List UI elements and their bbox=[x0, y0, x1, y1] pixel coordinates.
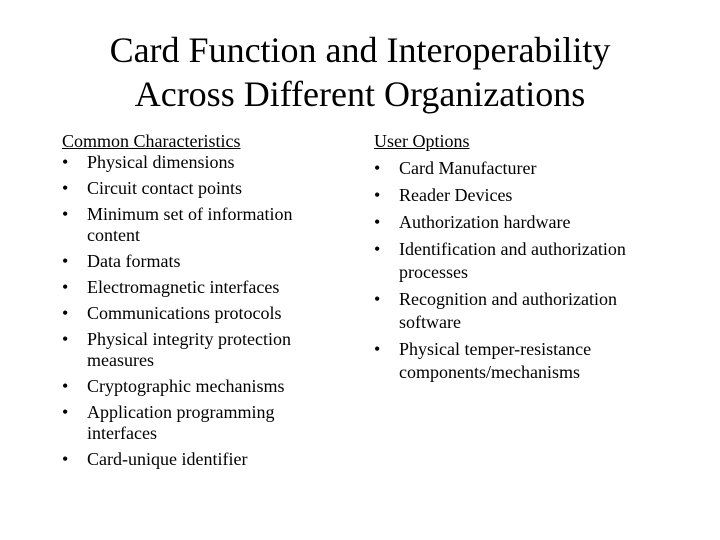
slide-title bbox=[60, 28, 660, 116]
bullet-icon: • bbox=[62, 277, 69, 297]
list-item-text: Physical temper-resistance components/mechanisms bbox=[399, 339, 592, 382]
list-item bbox=[374, 157, 674, 180]
list-item bbox=[62, 303, 347, 324]
list-item-text: Circuit contact points bbox=[87, 178, 242, 198]
bullet-icon: • bbox=[374, 158, 381, 178]
list-item bbox=[62, 152, 347, 173]
common-characteristics-list bbox=[62, 152, 347, 470]
bullet-icon: • bbox=[374, 239, 381, 259]
list-item-text: Data formats bbox=[87, 251, 181, 271]
list-item-text: Minimum set of information content bbox=[87, 204, 293, 245]
list-item-text: Communications protocols bbox=[87, 303, 282, 323]
list-item-text: Application programming interfaces bbox=[87, 402, 275, 443]
list-item bbox=[62, 251, 347, 272]
list-item bbox=[374, 211, 674, 234]
bullet-icon: • bbox=[374, 289, 381, 309]
bullet-icon: • bbox=[62, 402, 69, 422]
user-options-column bbox=[374, 128, 674, 388]
bullet-icon: • bbox=[62, 449, 69, 469]
list-item bbox=[374, 238, 674, 284]
list-item-text: Physical integrity protection measures bbox=[87, 329, 291, 370]
bullet-icon: • bbox=[62, 376, 69, 396]
list-item-text: Card Manufacturer bbox=[399, 158, 537, 178]
list-item bbox=[62, 329, 347, 371]
user-options-heading: User Options bbox=[374, 131, 470, 151]
list-item bbox=[62, 204, 347, 246]
list-item bbox=[374, 288, 674, 334]
list-item bbox=[374, 184, 674, 207]
bullet-icon: • bbox=[62, 303, 69, 323]
list-item-text: Recognition and authorization software bbox=[399, 289, 617, 332]
list-item bbox=[62, 449, 347, 470]
bullet-icon: • bbox=[62, 251, 69, 271]
bullet-icon: • bbox=[374, 212, 381, 232]
slide-title-line-2: Across Different Organizations bbox=[134, 74, 586, 114]
common-characteristics-heading: Common Characteristics bbox=[62, 131, 241, 151]
user-options-list bbox=[374, 157, 674, 384]
list-item-text: Physical dimensions bbox=[87, 152, 235, 172]
list-item bbox=[374, 338, 674, 384]
list-item bbox=[62, 178, 347, 199]
bullet-icon: • bbox=[374, 339, 381, 359]
bullet-icon: • bbox=[62, 152, 69, 172]
bullet-icon: • bbox=[62, 204, 69, 224]
list-item bbox=[62, 277, 347, 298]
bullet-icon: • bbox=[62, 178, 69, 198]
slide-title-line-1: Card Function and Interoperability bbox=[109, 30, 611, 70]
bullet-icon: • bbox=[62, 329, 69, 349]
list-item-text: Reader Devices bbox=[399, 185, 513, 205]
bullet-icon: • bbox=[374, 185, 381, 205]
list-item-text: Electromagnetic interfaces bbox=[87, 277, 280, 297]
list-item-text: Identification and authorization processes bbox=[399, 239, 626, 282]
list-item bbox=[62, 402, 347, 444]
list-item-text: Cryptographic mechanisms bbox=[87, 376, 285, 396]
list-item-text: Card-unique identifier bbox=[87, 449, 248, 469]
list-item-text: Authorization hardware bbox=[399, 212, 571, 232]
list-item bbox=[62, 376, 347, 397]
common-characteristics-column bbox=[62, 128, 347, 475]
